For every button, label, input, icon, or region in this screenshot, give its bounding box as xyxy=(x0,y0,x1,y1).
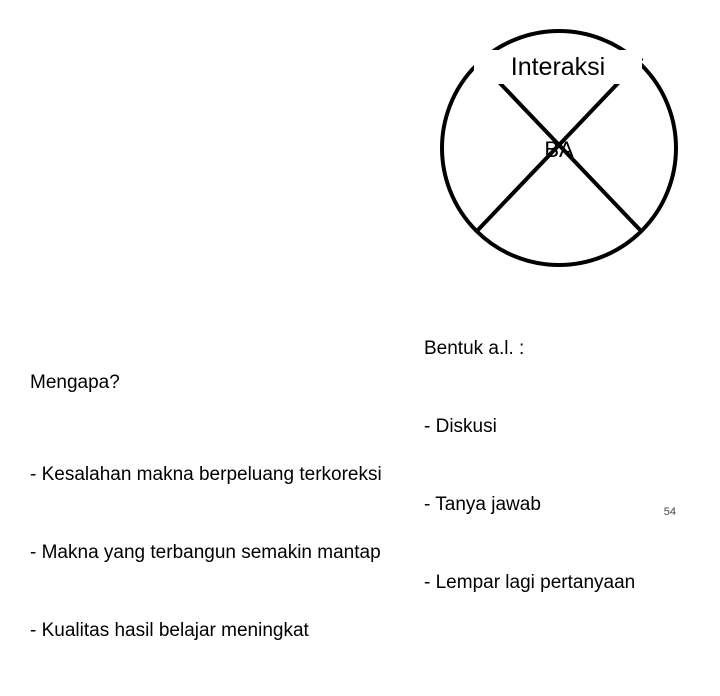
diagram-top-label: Interaksi xyxy=(474,50,642,84)
bentuk-item: - Diskusi xyxy=(424,416,497,437)
reason-item: - Kesalahan makna berpeluang terkoreksi xyxy=(30,464,382,485)
bentuk-heading: Bentuk a.l. : xyxy=(424,338,525,359)
bentuk-item: - Tanya jawab xyxy=(424,494,541,515)
mengapa-heading: Mengapa? xyxy=(30,372,120,393)
diagram-center-label: BA xyxy=(544,137,574,162)
bentuk-list xyxy=(424,284,635,648)
reasons-list xyxy=(30,410,382,696)
page-number: 54 xyxy=(663,506,676,518)
reason-item: - Makna yang terbangun semakin mantap xyxy=(30,542,381,563)
reason-item: - Kualitas hasil belajar meningkat xyxy=(30,620,309,641)
bentuk-item: - Lempar lagi pertanyaan xyxy=(424,572,636,593)
